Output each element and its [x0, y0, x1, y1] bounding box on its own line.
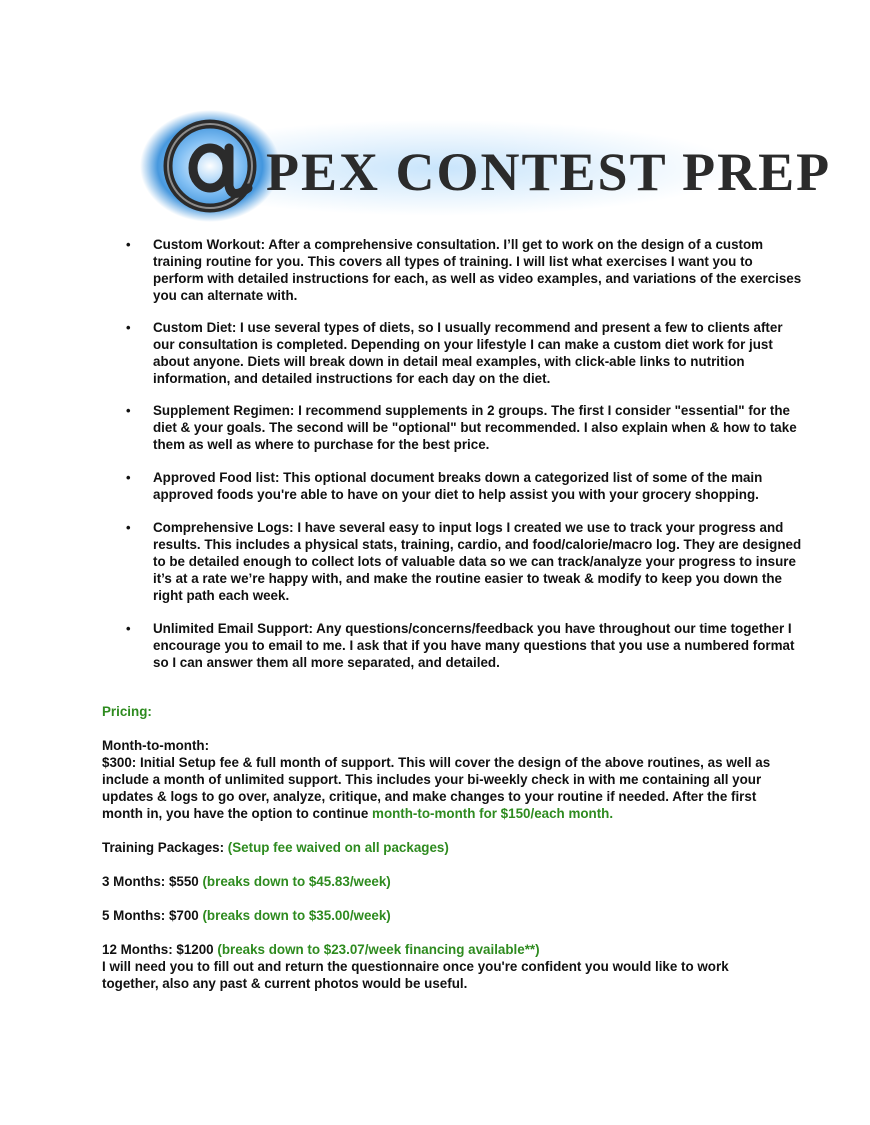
- package-note: (breaks down to $35.00/week): [202, 908, 391, 923]
- logo-text: PEX CONTEST PREP: [266, 142, 832, 202]
- service-supplement-regimen: • Supplement Regimen: I recommend supplements in 2 groups. The first I consider "essential" for the diet & your goals. The second will be "optional" but recommended. I also explain when & how to take them as well as where to purchase for the best price.: [104, 402, 804, 453]
- package-5-months: [102, 907, 782, 924]
- training-packages-note: (Setup fee waived on all packages): [227, 840, 449, 855]
- training-packages-label: Training Packages:: [102, 840, 228, 855]
- service-approved-food-list: • Approved Food list: This optional document breaks down a categorized list of some of the main approved foods you're able to have on your diet to help assist you with your grocery shopping.: [104, 469, 804, 503]
- training-packages-line: [102, 839, 782, 856]
- pricing-heading: Pricing:: [102, 704, 152, 719]
- closing-note: I will need you to fill out and return the questionnaire once you're confident you would like to work together, also any past & current photos would be useful.: [102, 959, 729, 991]
- pricing-section: [102, 703, 782, 992]
- month-to-month-title: Month-to-month:: [102, 738, 210, 753]
- service-comprehensive-logs: • Comprehensive Logs: I have several easy to input logs I created we use to track your progress and results. This includes a physical stats, training, cardio, and food/calorie/macro log. They are designed to be detailed enough to collect lots of valuable data so we can track/analyze your progress to insure it’s at a rate we’re happy with, and make the routine easier to tweak & modify to keep you down the right path each week.: [104, 519, 804, 604]
- package-label: 12 Months: $1200: [102, 942, 218, 957]
- package-12-months: [102, 941, 782, 958]
- month-to-month-description: [102, 754, 782, 822]
- service-email-support: • Unlimited Email Support: Any questions/concerns/feedback you have throughout our time together I encourage you to email to me. I ask that if you have many questions that you use a numbered format so I can answer them all more separated, and detailed.: [104, 620, 804, 671]
- package-3-months: [102, 873, 782, 890]
- month-to-month-body: $300: Initial Setup fee & full month of support. This will cover the design of the above routines, as well as include a month of unlimited support. This includes your bi-weekly check in with me containing all your updates & logs to go over, analyze, critique, and make changes to your routine if needed. After the first month in, you have the option to continue: [102, 755, 771, 821]
- package-note: (breaks down to $45.83/week): [202, 874, 391, 889]
- package-label: 5 Months: $700: [102, 908, 203, 923]
- logo-graphic: [140, 108, 832, 223]
- services-list: [104, 236, 804, 671]
- package-note: (breaks down to $23.07/week financing available**): [217, 942, 540, 957]
- service-custom-workout: • Custom Workout: After a comprehensive consultation. I’ll get to work on the design of a custom training routine for you. This covers all types of training. I will list what exercises I want you to perform with detailed instructions for each, as well as video examples, and variations of the exercises you can alternate with.: [104, 236, 804, 304]
- package-label: 3 Months: $550: [102, 874, 203, 889]
- month-to-month-rate: month-to-month for $150/each month.: [372, 806, 614, 821]
- service-custom-diet: • Custom Diet: I use several types of diets, so I usually recommend and present a few to clients after our consultation is completed. Depending on your lifestyle I can make a custom diet work for just about anyone. Diets will break down in detail meal examples, with click-able links to nutrition information, and detailed instructions for each day on the diet.: [104, 319, 804, 387]
- apex-contest-prep-logo: [140, 108, 832, 223]
